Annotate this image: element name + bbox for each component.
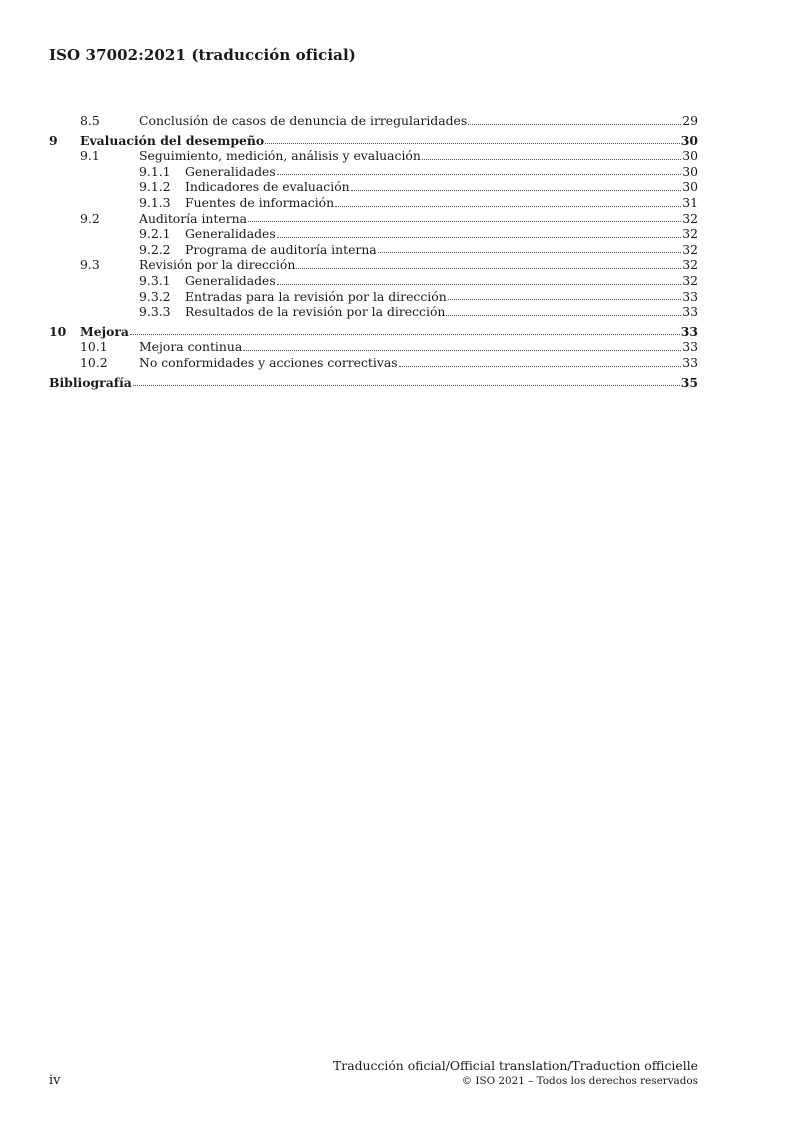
dot-leader xyxy=(265,142,680,144)
dot-leader xyxy=(248,220,681,222)
toc-entry-title: Generalidades xyxy=(185,226,276,242)
toc-entry-title: No conformidades y acciones correctivas xyxy=(139,354,398,370)
toc-entry-number: 9 xyxy=(49,132,58,148)
toc-entry[interactable] xyxy=(49,242,698,258)
toc-entry-page: 32 xyxy=(682,226,698,242)
dot-leader xyxy=(243,349,681,351)
toc-entry-title: Resultados de la revisión por la dirección xyxy=(185,304,446,320)
toc-entry[interactable] xyxy=(49,355,698,371)
toc-entry-title: Generalidades xyxy=(185,272,276,288)
toc-entry-title: Mejora continua xyxy=(139,339,243,355)
toc-entry-page: 33 xyxy=(682,288,698,304)
toc-entry-page: 29 xyxy=(682,113,698,128)
dot-leader xyxy=(422,158,681,160)
toc-entry-number: 9.1.1 xyxy=(139,163,171,179)
dot-leader xyxy=(399,365,682,367)
dot-leader xyxy=(296,267,681,269)
dot-leader xyxy=(277,283,681,285)
toc-entry-page: 35 xyxy=(680,374,698,390)
toc-entry[interactable] xyxy=(49,273,698,289)
toc-entry[interactable] xyxy=(49,195,698,211)
toc-entry-title: Conclusión de casos de denuncia de irregularidades xyxy=(139,113,468,128)
toc-entry-title: Indicadores de evaluación xyxy=(185,179,350,195)
toc-entry[interactable] xyxy=(49,289,698,305)
toc-entry-page: 31 xyxy=(682,194,698,210)
toc-entry[interactable] xyxy=(49,257,698,273)
toc-entry-number: 9.2.2 xyxy=(139,241,171,257)
dot-leader xyxy=(133,384,680,386)
toc-entry-page: 32 xyxy=(682,257,698,273)
toc-entry-title: Generalidades xyxy=(185,163,276,179)
toc-entry-title: Auditoría interna xyxy=(139,210,248,226)
toc-entry-page: 33 xyxy=(680,323,698,339)
toc-entry-number: 9.2 xyxy=(80,210,100,226)
toc-entry-number: 9.1 xyxy=(80,148,100,164)
toc-entry[interactable] xyxy=(49,148,698,164)
toc-entry[interactable] xyxy=(49,179,698,195)
toc-entry[interactable] xyxy=(49,211,698,227)
toc-entry-title: Revisión por la dirección xyxy=(139,257,296,273)
toc-entry-page: 30 xyxy=(682,148,698,164)
toc-entry-number: 9.3 xyxy=(80,257,100,273)
toc-entry-number: 9.3.3 xyxy=(139,304,171,320)
toc-entry[interactable] xyxy=(49,304,698,320)
page-header-title: ISO 37002:2021 (traducción oficial) xyxy=(49,46,356,64)
toc-entry-page: 30 xyxy=(682,179,698,195)
toc-entry-page: 30 xyxy=(680,132,698,148)
dot-leader xyxy=(277,173,681,175)
toc-entry-page: 32 xyxy=(682,210,698,226)
toc-entry-number: 9.1.2 xyxy=(139,179,171,195)
toc-entry-page: 33 xyxy=(682,339,698,355)
dot-leader xyxy=(448,298,682,300)
toc-entry[interactable] xyxy=(49,339,698,355)
footer-translation-note: Traducción oficial/Official translation/Traduction officielle xyxy=(333,1058,698,1073)
toc-entry-page: 30 xyxy=(682,163,698,179)
toc-entry[interactable] xyxy=(49,164,698,180)
toc-entry-page: 33 xyxy=(682,354,698,370)
toc-entry[interactable] xyxy=(49,324,698,340)
toc-entry-number: 10 xyxy=(49,323,67,339)
dot-leader xyxy=(468,123,681,125)
toc-entry-title: Entradas para la revisión por la dirección xyxy=(185,288,447,304)
toc-entry-number: 9.1.3 xyxy=(139,194,171,210)
dot-leader xyxy=(351,189,682,191)
toc-entry-page: 32 xyxy=(682,272,698,288)
toc-entry-number: 9.3.1 xyxy=(139,272,171,288)
dot-leader xyxy=(378,251,682,253)
page-number: iv xyxy=(49,1073,61,1088)
toc-entry-title: Bibliografía xyxy=(49,374,132,390)
toc-entry-number: 10.2 xyxy=(80,354,108,370)
toc-entry-title: Mejora xyxy=(80,323,129,339)
toc-entry[interactable] xyxy=(49,226,698,242)
toc-entry-number: 9.2.1 xyxy=(139,226,171,242)
toc-entry[interactable] xyxy=(49,133,698,149)
dot-leader xyxy=(130,333,680,335)
toc-entry-number: 9.3.2 xyxy=(139,288,171,304)
dot-leader xyxy=(277,236,681,238)
dot-leader xyxy=(446,314,681,316)
toc-entry-title: Evaluación del desempeño xyxy=(80,132,265,148)
toc-entry-title: Programa de auditoría interna xyxy=(185,241,377,257)
footer-copyright: © ISO 2021 – Todos los derechos reservados xyxy=(461,1075,698,1087)
toc-entry-title: Fuentes de información xyxy=(185,194,335,210)
toc-entry-page: 33 xyxy=(682,304,698,320)
toc-entry-page: 32 xyxy=(682,241,698,257)
toc-entry[interactable] xyxy=(49,113,698,129)
toc-entry-number: 10.1 xyxy=(80,339,108,355)
toc-entry-bibliography[interactable] xyxy=(49,375,698,391)
toc-entry-number: 8.5 xyxy=(80,113,100,128)
table-of-contents xyxy=(49,113,698,390)
toc-entry-title: Seguimiento, medición, análisis y evaluación xyxy=(139,148,421,164)
dot-leader xyxy=(335,205,681,207)
